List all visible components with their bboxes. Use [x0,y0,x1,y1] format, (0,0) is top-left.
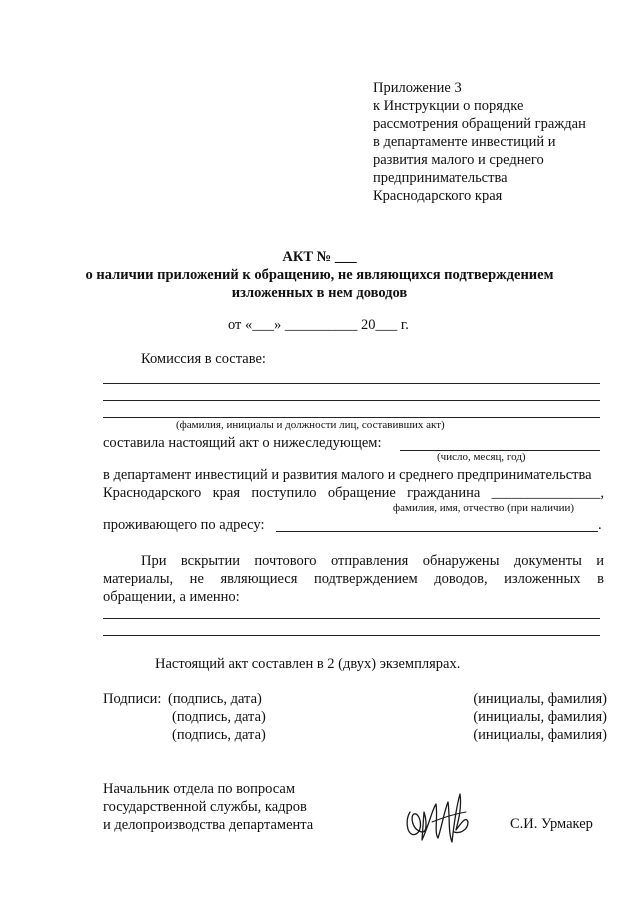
name-placeholder: (инициалы, фамилия) [473,709,607,725]
act-date: от «___» __________ 20___ г. [228,317,409,333]
appendix-line: Приложение 3 [373,80,462,96]
materials-blank-line [103,618,600,619]
opening-line: материалы, не являющиеся подтверждением доводов, изложенных в [103,571,604,587]
appendix-line: предпринимательства [373,170,508,186]
footer-position: и делопроизводства департамента [103,817,314,833]
address-label: проживающего по адресу: [103,517,265,533]
appendix-line: к Инструкции о порядке [373,98,524,114]
signatures-label: Подписи: [103,691,162,707]
appendix-line: развития малого и среднего [373,152,544,168]
name-placeholder: (инициалы, фамилия) [473,727,607,743]
name-placeholder: (инициалы, фамилия) [473,691,607,707]
received-line: Краснодарского края поступило обращение гражданина _______________, [103,485,604,501]
footer-position: государственной службы, кадров [103,799,307,815]
signature-placeholder: (подпись, дата) [168,691,262,707]
commission-blank-line [103,400,600,401]
title-subject: о наличии приложений к обращению, не являющихся подтверждением [85,267,554,283]
materials-blank-line [103,635,600,636]
commission-blank-line [103,383,600,384]
address-blank-line [276,531,598,532]
footer-position: Начальник отдела по вопросам [103,781,296,797]
appendix-line: рассмотрения обращений граждан [373,116,586,132]
date-hint: (число, месяц, год) [437,451,526,463]
commission-hint: (фамилия, инициалы и должности лиц, составивших акт) [176,419,445,431]
title-subject-cont: изложенных в нем доводов [231,285,408,301]
opening-line: обращении, а именно: [103,589,240,605]
opening-line: При вскрытии почтового отправления обнаружены документы и [141,553,604,569]
appendix-line: Краснодарского края [373,188,503,204]
received-line: в департамент инвестиций и развития малого и среднего предпринимательства [103,467,592,483]
compiled-text: составила настоящий акт о нижеследующем: [103,435,382,451]
title-number: АКТ № ___ [282,249,357,265]
signature-placeholder: (подпись, дата) [172,709,266,725]
fullname-hint: фамилия, имя, отчество (при наличии) [393,502,575,514]
footer-name: С.И. Урмакер [510,816,593,832]
appendix-line: в департаменте инвестиций и [373,134,556,150]
commission-blank-line [103,417,600,418]
signature-placeholder: (подпись, дата) [172,727,266,743]
handwritten-signature [402,782,474,850]
copies-text: Настоящий акт составлен в 2 (двух) экземплярах. [155,656,461,672]
commission-label: Комиссия в составе: [141,351,266,367]
address-end: . [598,517,602,533]
